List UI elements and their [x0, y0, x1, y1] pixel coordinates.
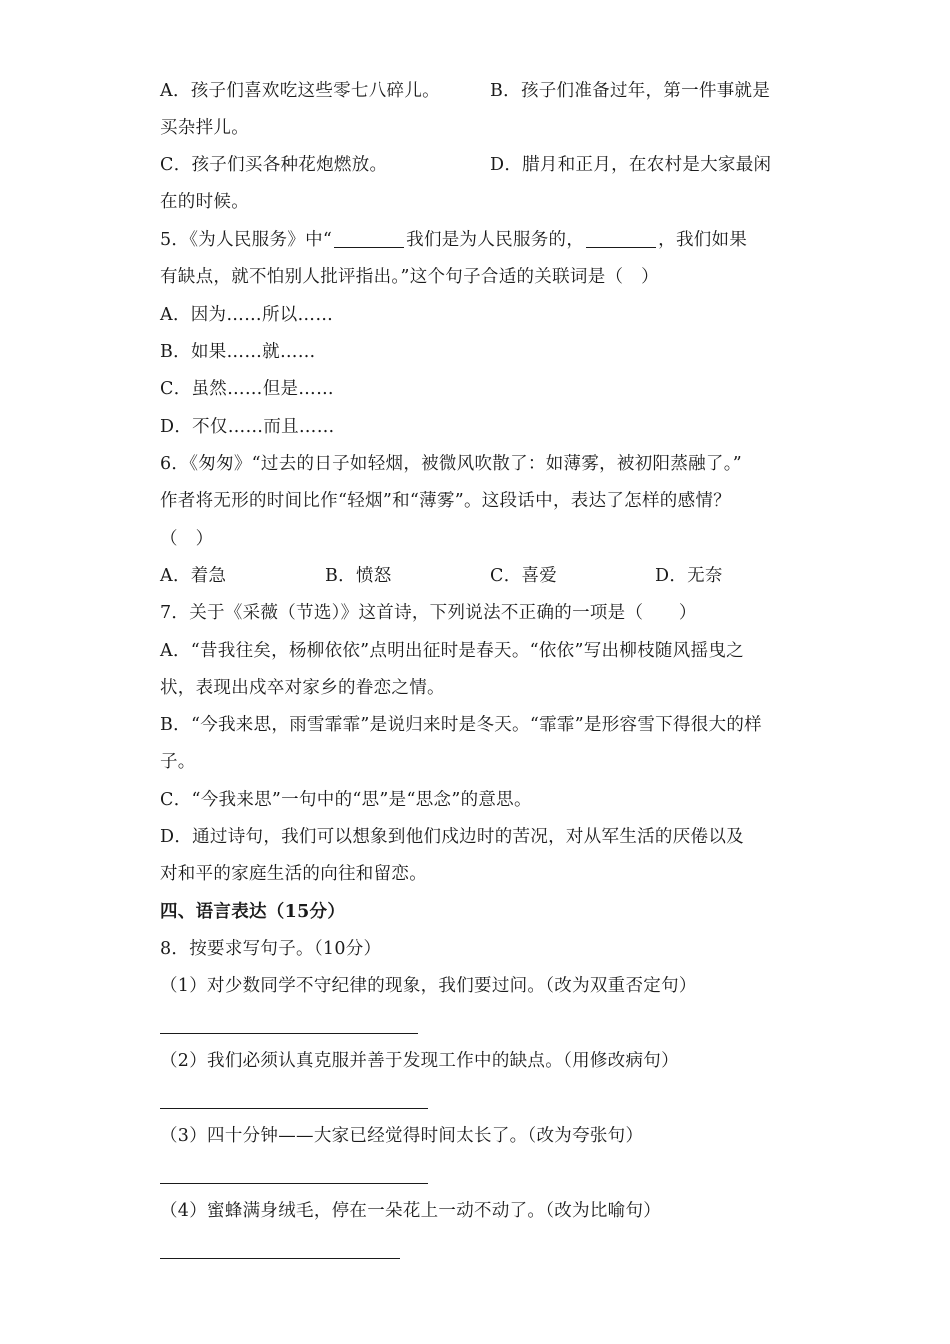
q8-answer-line-1[interactable]: [160, 1033, 418, 1034]
q7-option-d-cont: 对和平的家庭生活的向往和留恋。: [160, 864, 427, 884]
q4-option-a: A．孩子们喜欢吃这些零七八碎儿。: [160, 81, 440, 101]
q6-option-a: A．着急: [160, 566, 227, 586]
q5-stem-line1: [160, 228, 747, 252]
q7-option-a-cont: 状，表现出戍卒对家乡的眷恋之情。: [160, 678, 445, 698]
q8-item-1: （1）对少数同学不守纪律的现象，我们要过问。（改为双重否定句）: [160, 976, 697, 996]
q4-option-d-cont: 在的时候。: [160, 192, 249, 212]
q7-option-c: C．“今我来思”一句中的“思”是“思念”的意思。: [160, 790, 532, 810]
q5-option-a: A．因为……所以……: [160, 305, 334, 325]
q5-stem-part2: 我们是为人民服务的，: [406, 230, 585, 250]
q8-item-4: （4）蜜蜂满身绒毛，停在一朵花上一动不动了。（改为比喻句）: [160, 1201, 662, 1221]
q4-option-d: D．腊月和正月，在农村是大家最闲: [490, 155, 772, 175]
q5-blank-1[interactable]: [334, 230, 404, 248]
q5-stem-part1: 5．《为人民服务》中“: [160, 230, 333, 250]
q7-option-a: A．“昔我往矣，杨柳依依”点明出征时是春天。“依依”写出柳枝随风摇曳之: [160, 641, 744, 661]
q8-item-3: （3）四十分钟——大家已经觉得时间太长了。（改为夸张句）: [160, 1126, 644, 1146]
q4-option-b: B．孩子们准备过年，第一件事就是: [490, 81, 771, 101]
q8-stem: 8．按要求写句子。（10分）: [160, 939, 382, 959]
q6-answer-bracket: （ ）: [160, 529, 214, 549]
q7-option-d: D．通过诗句，我们可以想象到他们戍边时的苦况，对从军生活的厌倦以及: [160, 827, 744, 847]
q8-answer-line-2[interactable]: [160, 1108, 428, 1109]
q7-option-b: B．“今我来思，雨雪霏霏”是说归来时是冬天。“霏霏”是形容雪下得很大的样: [160, 715, 762, 735]
q4-option-b-cont: 买杂拌儿。: [160, 118, 249, 138]
q6-option-c: C．喜爱: [490, 566, 558, 586]
q6-stem-line1: 6．《匆匆》“过去的日子如轻烟，被微风吹散了：如薄雾，被初阳蒸融了。”: [160, 454, 743, 474]
q5-option-d: D．不仅……而且……: [160, 417, 335, 437]
q5-blank-2[interactable]: [586, 230, 656, 248]
q5-option-b: B．如果……就……: [160, 342, 316, 362]
q8-item-2: （2）我们必须认真克服并善于发现工作中的缺点。（用修改病句）: [160, 1051, 679, 1071]
q7-option-b-cont: 子。: [160, 752, 196, 772]
q5-option-c: C．虽然……但是……: [160, 379, 334, 399]
q8-answer-line-3[interactable]: [160, 1183, 428, 1184]
q6-option-b: B．愤怒: [325, 566, 392, 586]
q5-stem-part3: ，我们如果: [658, 230, 748, 250]
q6-stem-line2: 作者将无形的时间比作“轻烟”和“薄雾”。这段话中，表达了怎样的感情？: [160, 491, 731, 511]
q6-option-d: D．无奈: [655, 566, 723, 586]
q5-stem-line2: 有缺点，就不怕别人批评指出。”这个句子合适的关联词是（ ）: [160, 267, 659, 287]
section-heading: 四、语言表达（15分）: [160, 902, 346, 922]
q7-stem: 7．关于《采薇（节选）》这首诗，下列说法不正确的一项是（ ）: [160, 603, 697, 623]
q4-option-c: C．孩子们买各种花炮燃放。: [160, 155, 388, 175]
q8-answer-line-4[interactable]: [160, 1258, 400, 1259]
